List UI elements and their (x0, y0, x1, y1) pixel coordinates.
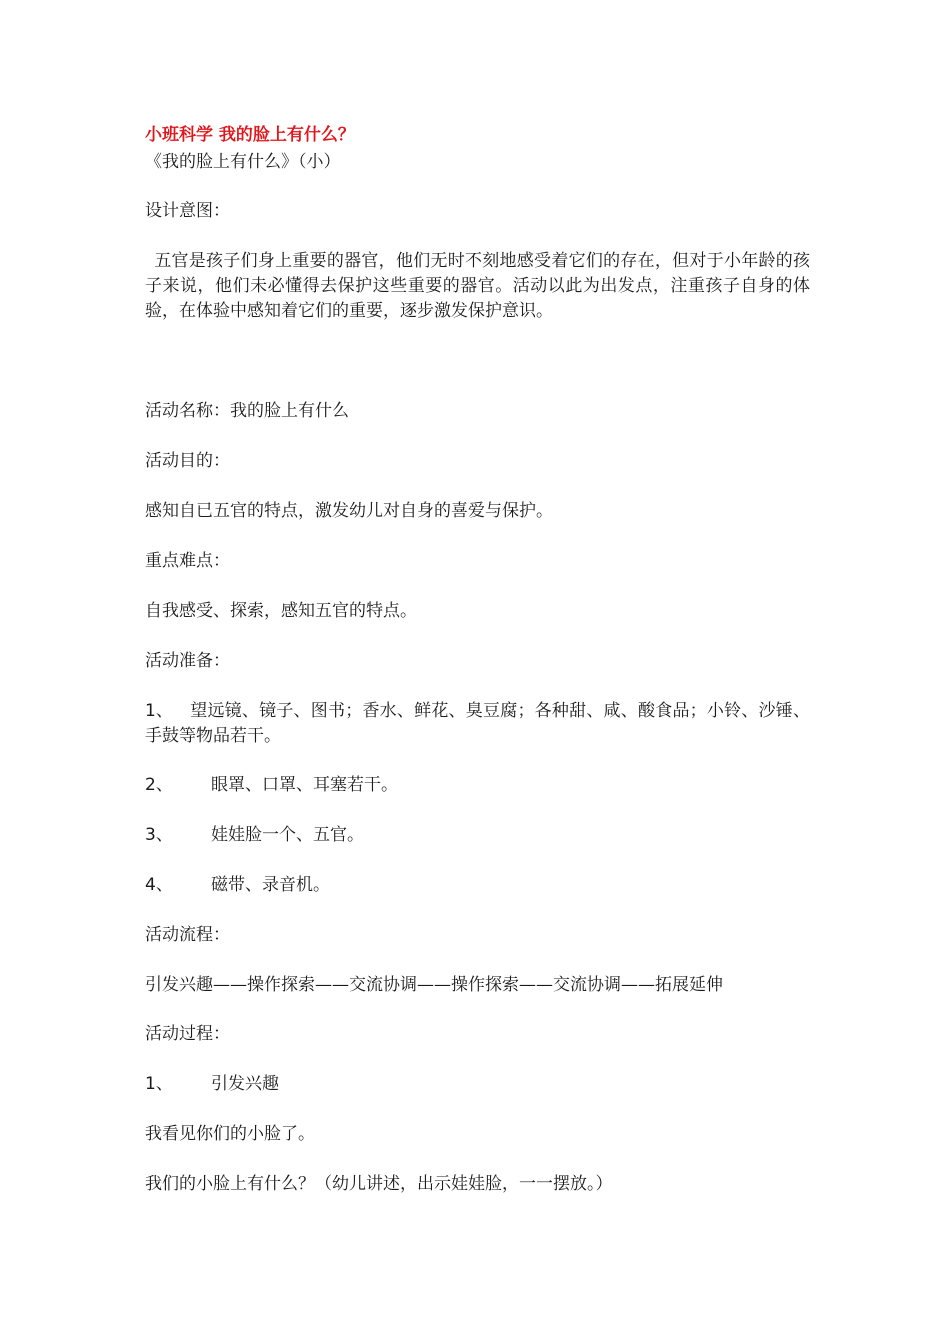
design-intent-paragraph (145, 249, 810, 324)
key-points-heading: 重点难点： (145, 551, 230, 571)
list-number: 2、 (145, 775, 173, 795)
document-title: 小班科学 我的脸上有什么？ (145, 125, 355, 145)
design-intent-text: 五官是孩子们身上重要的器官，他们无时不刻地感受着它们的存在，但对于小年龄的孩子来说，他们未必懂得去保护这些重要的器官。活动以此为出发点，注重孩子自身的体验，在体验中感知着它们的重要，逐步激发保护意识。 (145, 251, 810, 321)
list-item-text: 引发兴趣 (211, 1074, 279, 1094)
activity-name: 活动名称：我的脸上有什么 (145, 401, 349, 421)
flow-heading: 活动流程： (145, 925, 230, 945)
list-number: 1、 (145, 701, 173, 721)
preparation-item-1 (145, 699, 810, 749)
process-line-1: 我看见你们的小脸了。 (145, 1124, 315, 1144)
goal-text: 感知自已五官的特点，激发幼儿对自身的喜爱与保护。 (145, 501, 553, 521)
design-intent-heading: 设计意图： (145, 201, 230, 221)
document-subtitle: 《我的脸上有什么》（小） (145, 152, 341, 172)
list-item-text: 望远镜、镜子、图书；香水、鲜花、臭豆腐；各种甜、咸、酸食品；小铃、沙锤、手鼓等物品若干。 (145, 701, 810, 746)
list-item-text: 娃娃脸一个、五官。 (211, 825, 364, 845)
list-number: 4、 (145, 875, 173, 895)
key-points-text: 自我感受、探索，感知五官的特点。 (145, 601, 417, 621)
list-item-text: 磁带、录音机。 (211, 875, 330, 895)
list-number: 1、 (145, 1074, 173, 1094)
process-step-1 (145, 1072, 279, 1097)
list-item-text: 眼罩、口罩、耳塞若干。 (211, 775, 398, 795)
process-heading: 活动过程： (145, 1024, 230, 1044)
flow-text: 引发兴趣——操作探索——交流协调——操作探索——交流协调——拓展延伸 (145, 975, 723, 995)
preparation-item-3 (145, 823, 364, 848)
preparation-heading: 活动准备： (145, 651, 230, 671)
process-line-2: 我们的小脸上有什么？（幼儿讲述，出示娃娃脸，一一摆放。） (145, 1174, 613, 1194)
goal-heading: 活动目的： (145, 451, 230, 471)
preparation-item-2 (145, 773, 398, 798)
preparation-item-4 (145, 873, 330, 898)
list-number: 3、 (145, 825, 173, 845)
